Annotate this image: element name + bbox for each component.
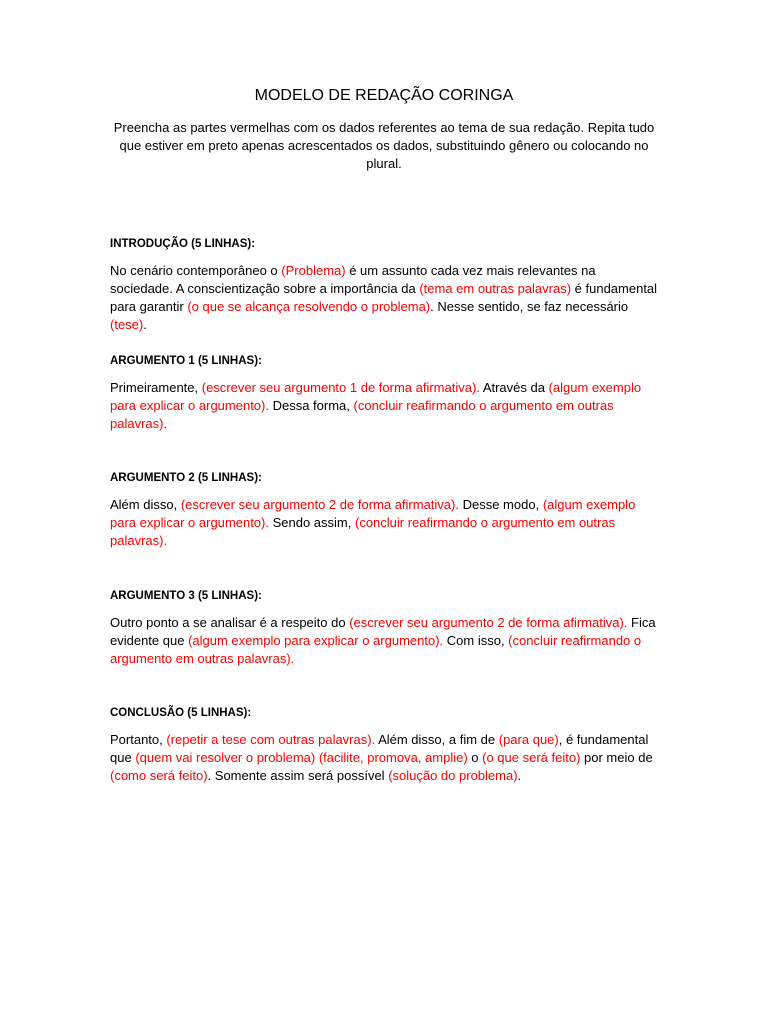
placeholder-segment: (o que se alcança resolvendo o problema): [187, 299, 431, 314]
text-segment: Sendo assim,: [268, 515, 355, 530]
section-conclusao: [110, 705, 658, 785]
placeholder-segment: (solução do problema): [388, 768, 518, 783]
placeholder-segment: (escrever seu argumento 2 de forma afirmativa).: [349, 615, 628, 630]
text-segment: .: [143, 317, 147, 332]
section-argumento-2: [110, 470, 658, 550]
text-segment: Através da: [479, 380, 549, 395]
section-paragraph: [110, 379, 658, 433]
section-paragraph: [110, 496, 658, 550]
text-segment: Com isso,: [443, 633, 509, 648]
section-paragraph: [110, 614, 658, 668]
text-segment: Primeiramente,: [110, 380, 202, 395]
placeholder-segment: (tese): [110, 317, 144, 332]
text-segment: o: [467, 750, 483, 765]
text-segment: Outro ponto a se analisar é a respeito do: [110, 615, 350, 630]
section-heading: ARGUMENTO 1 (5 LINHAS):: [110, 355, 262, 367]
text-segment: Além disso,: [110, 497, 181, 512]
text-segment: Fica evidente que: [110, 615, 656, 648]
placeholder-segment: (algum exemplo para explicar o argumento).: [110, 380, 642, 413]
text-segment: Dessa forma,: [268, 398, 354, 413]
placeholder-segment: (Problema): [281, 263, 346, 278]
placeholder-segment: (quem vai resolver o problema) (facilite, promova, amplie): [135, 750, 468, 765]
text-segment: é fundamental para garantir: [110, 281, 658, 314]
section-paragraph: [110, 731, 658, 785]
placeholder-segment: (escrever seu argumento 2 de forma afirmativa).: [180, 497, 459, 512]
placeholder-segment: (para que): [498, 732, 559, 747]
placeholder-segment: (concluir reafirmando o argumento em outras palavras).: [110, 633, 642, 666]
section-paragraph: [110, 262, 658, 334]
placeholder-segment: (algum exemplo para explicar o argumento).: [188, 633, 444, 648]
section-heading: ARGUMENTO 3 (5 LINHAS):: [110, 590, 262, 602]
instructions-text: Preencha as partes vermelhas com os dados referentes ao tema de sua redação. Repita tudo que estiver em preto apenas acrescentados os dados, substituindo gênero ou colocando no plural.: [113, 120, 655, 171]
placeholder-segment: (escrever seu argumento 1 de forma afirmativa).: [201, 380, 480, 395]
text-segment: Portanto,: [110, 732, 167, 747]
placeholder-segment: (repetir a tese com outras palavras).: [166, 732, 376, 747]
text-segment: , é fundamental que: [110, 732, 649, 765]
section-argumento-3: [110, 588, 658, 668]
text-segment: . Nesse sentido, se faz necessário: [430, 299, 629, 314]
placeholder-segment: (algum exemplo para explicar o argumento).: [110, 497, 636, 530]
placeholder-segment: (concluir reafirmando o argumento em outras palavras).: [110, 515, 616, 548]
text-segment: Além disso, a fim de: [375, 732, 499, 747]
placeholder-segment: (tema em outras palavras): [419, 281, 572, 296]
section-introducao: [110, 236, 658, 334]
text-segment: .: [517, 768, 522, 783]
text-segment: Desse modo,: [458, 497, 543, 512]
section-heading: CONCLUSÃO (5 LINHAS):: [110, 707, 252, 719]
text-segment: . Somente assim será possível: [207, 768, 389, 783]
page-title: MODELO DE REDAÇÃO CORINGA: [254, 87, 514, 104]
section-argumento-1: [110, 353, 658, 433]
section-heading: INTRODUÇÃO (5 LINHAS):: [110, 238, 256, 250]
section-heading: ARGUMENTO 2 (5 LINHAS):: [110, 472, 262, 484]
text-segment: No cenário contemporâneo o: [110, 263, 282, 278]
text-segment: é um assunto cada vez mais relevantes na sociedade. A conscientização sobre a importância da: [110, 263, 596, 296]
placeholder-segment: (o que será feito): [482, 750, 581, 765]
placeholder-segment: (como será feito): [110, 768, 208, 783]
placeholder-segment: (concluir reafirmando o argumento em outras palavras).: [110, 398, 614, 431]
text-segment: por meio de: [580, 750, 653, 765]
